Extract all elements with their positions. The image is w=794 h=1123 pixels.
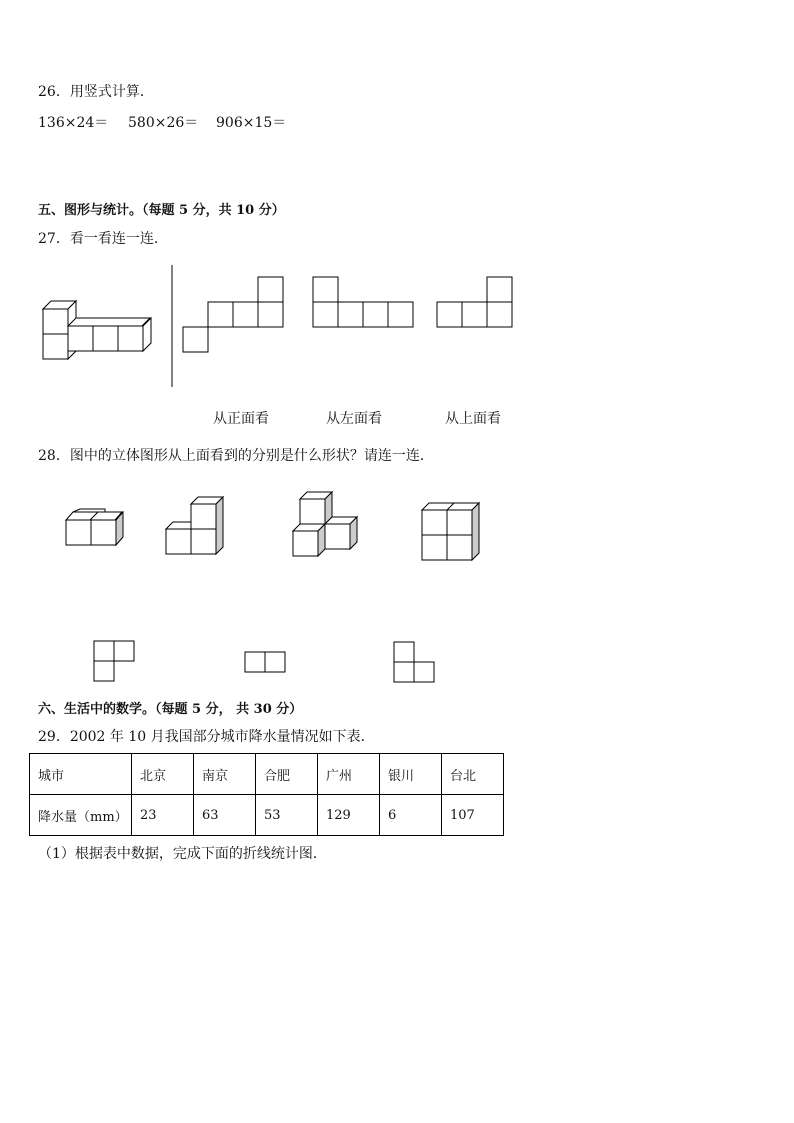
q26-expr-1: 136×24＝: [38, 115, 109, 131]
section6-heading: 六、生活中的数学。（每题 5 分， 共 30 分）: [38, 702, 303, 717]
q29-title: 29．2002 年 10 月我国部分城市降水量情况如下表．: [38, 729, 375, 745]
table-cell: 53: [256, 795, 318, 836]
table-cell: 63: [194, 795, 256, 836]
table-cell: 南京: [194, 754, 256, 795]
table-row: [30, 754, 504, 795]
table-cell: 合肥: [256, 754, 318, 795]
q27-label-top: 从上面看: [445, 411, 501, 427]
table-cell: 23: [132, 795, 194, 836]
q29-sub1: （1）根据表中数据，完成下面的折线统计图．: [38, 846, 327, 862]
table-cell: 北京: [132, 754, 194, 795]
section5-heading: 五、图形与统计。（每题 5 分，共 10 分）: [38, 203, 285, 218]
q27-solid-figure: [38, 292, 168, 362]
q28-top-view-3: [393, 641, 437, 685]
q28-solid-b: [163, 494, 229, 560]
q27-label-front: 从正面看: [213, 411, 269, 427]
table-cell: 台北: [442, 754, 504, 795]
table-cell: 城市: [30, 754, 132, 795]
table-row: [30, 795, 504, 836]
q27-divider: [170, 265, 174, 387]
q27-title: 27．看一看连一连．: [38, 231, 168, 247]
q27-view-2: [312, 276, 414, 330]
q28-solid-a: [63, 508, 129, 554]
table-cell: 银川: [380, 754, 442, 795]
table-cell: 6: [380, 795, 442, 836]
q28-top-view-1: [93, 640, 137, 684]
q27-view-3: [436, 276, 514, 330]
table-cell: 107: [442, 795, 504, 836]
q26-title: 26．用竖式计算．: [38, 84, 154, 100]
q26-expr-3: 906×15＝: [216, 115, 287, 131]
q27-view-1: [182, 276, 284, 354]
q28-top-view-2: [244, 651, 288, 675]
table-cell: 广州: [318, 754, 380, 795]
table-cell: 降水量（mm）: [30, 795, 132, 836]
q28-solid-c: [290, 489, 362, 559]
q28-title: 28．图中的立体图形从上面看到的分别是什么形状？请连一连．: [38, 448, 434, 464]
q26-expr-2: 580×26＝: [128, 115, 199, 131]
q27-label-left: 从左面看: [326, 411, 382, 427]
table-cell: 129: [318, 795, 380, 836]
rainfall-table: [29, 753, 504, 836]
q28-solid-d: [419, 500, 485, 566]
